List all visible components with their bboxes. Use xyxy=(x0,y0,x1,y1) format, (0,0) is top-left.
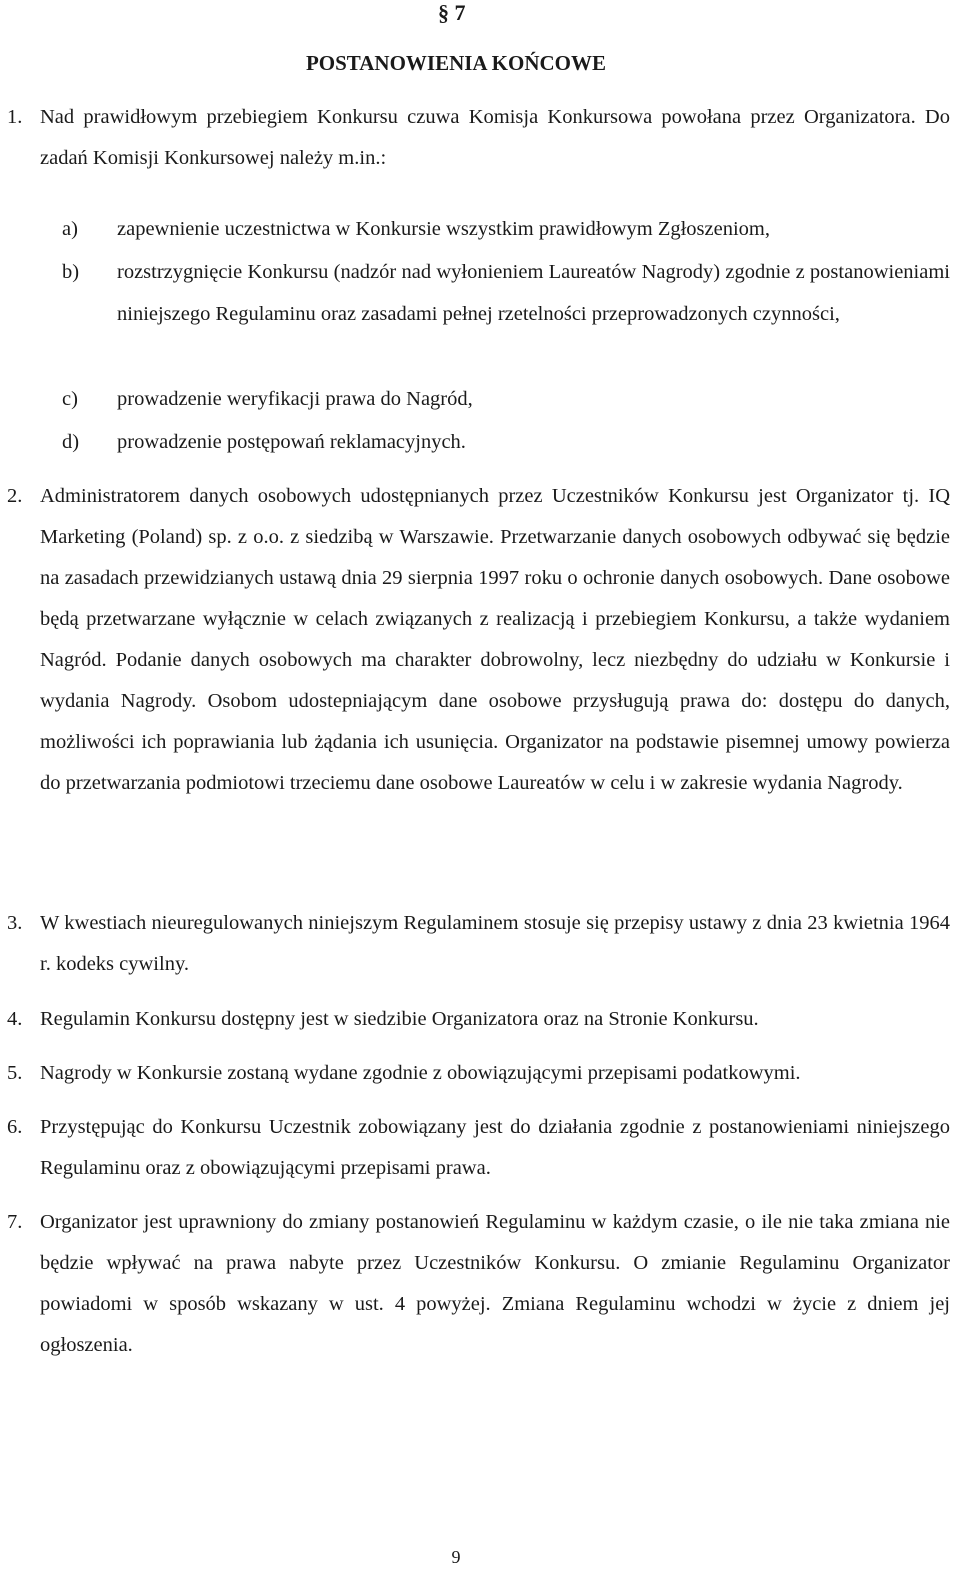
subclause-text: prowadzenie weryfikacji prawa do Nagród, xyxy=(117,388,473,410)
clause-number: 2. xyxy=(7,485,23,507)
section-heading: POSTANOWIENIA KOŃCOWE xyxy=(305,51,607,75)
subclause-label: a) xyxy=(62,218,78,240)
clause-number: 6. xyxy=(7,1116,23,1138)
clause-number: 7. xyxy=(7,1211,23,1233)
subclause-text: zapewnienie uczestnictwa w Konkursie wszystkim prawidłowym Zgłoszeniom, xyxy=(117,218,770,240)
subclause-text: prowadzenie postępowań reklamacyjnych. xyxy=(117,431,466,453)
subclause-text: rozstrzygnięcie Konkursu (nadzór nad wyłonieniem Laureatów Nagrody) zgodnie z postanowieniami niniejszego Regulaminu oraz zasadami pełnej rzetelności przeprowadzonych czynności, xyxy=(117,261,950,325)
subclause-label: c) xyxy=(62,388,78,410)
clause-number: 5. xyxy=(7,1062,23,1084)
subclause-label: d) xyxy=(62,431,80,453)
clause-text: Nagrody w Konkursie zostaną wydane zgodnie z obowiązującymi przepisami podatkowymi. xyxy=(40,1062,801,1084)
clause-text: W kwestiach nieuregulowanych niniejszym Regulaminem stosuje się przepisy ustawy z dnia 23 kwietnia 1964 r. kodeks cywilny. xyxy=(40,912,950,975)
clause-text: Przystępując do Konkursu Uczestnik zobowiązany jest do działania zgodnie z postanowieniami niniejszego Regulaminu oraz z obowiązującymi przepisami prawa. xyxy=(40,1116,950,1179)
clause-text: Administratorem danych osobowych udostępnianych przez Uczestników Konkursu jest Organizator tj. IQ Marketing (Poland) sp. z o.o. z siedzibą w Warszawie. Przetwarzanie danych osobowych odbywać się będzie na zasadach przewidzianych ustawą dnia 29 sierpnia 1997 roku o ochronie danych osobowych. Dane osobowe będą przetwarzane wyłącznie w celach związanych z realizacją i przebiegiem Konkursu, a także wydaniem Nagród. Podanie danych osobowych ma charakter dobrowolny, lecz niezbędny do udziału w Konkursie i wydania Nagrody. Osobom udostepniającym dane osobowe przysługują prawa do: dostępu do danych, możliwości ich poprawiania lub żądania ich usunięcia. Organizator na podstawie pisemnej umowy powierza do przetwarzania podmiotowi trzeciemu dane osobowe Laureatów w celu i w zakresie wydania Nagrody. xyxy=(40,485,950,794)
subclause-label: b) xyxy=(62,261,80,283)
section-number: § 7 xyxy=(438,0,466,25)
clause-number: 1. xyxy=(7,106,23,128)
clause-text: Nad prawidłowym przebiegiem Konkursu czuwa Komisja Konkursowa powołana przez Organizatora. Do zadań Komisji Konkursowej należy m.in.: xyxy=(40,106,950,169)
clause-text: Organizator jest uprawniony do zmiany postanowień Regulaminu w każdym czasie, o ile nie taka zmiana nie będzie wpływać na prawa nabyte przez Uczestników Konkursu. O zmianie Regulaminu Organizator powiadomi w sposób wskazany w ust. 4 powyżej. Zmiana Regulaminu wchodzi w życie z dniem jej ogłoszenia. xyxy=(40,1211,950,1356)
clause-text: Regulamin Konkursu dostępny jest w siedzibie Organizatora oraz na Stronie Konkursu. xyxy=(40,1008,759,1030)
clause-number: 3. xyxy=(7,912,23,934)
page-number: 9 xyxy=(451,1547,461,1567)
clause-number: 4. xyxy=(7,1008,23,1030)
